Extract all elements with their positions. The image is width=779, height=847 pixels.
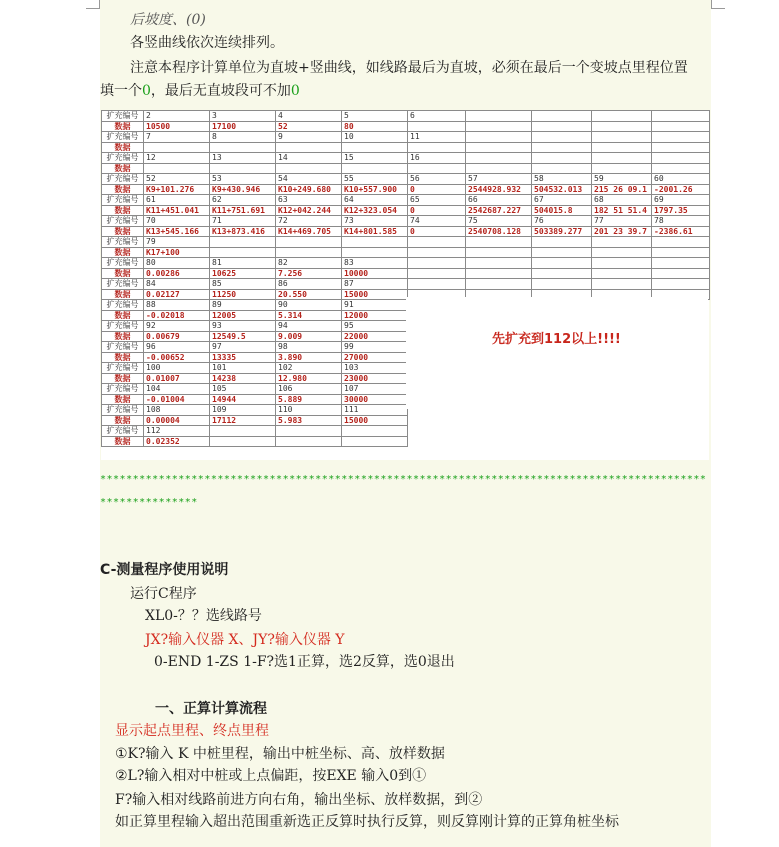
sheet-row-data bbox=[102, 415, 710, 426]
sheet-cell: 65 bbox=[408, 195, 466, 206]
spreadsheet-note: 先扩充到112以上!!!! bbox=[492, 332, 621, 347]
sheet-row-label: 数据 bbox=[102, 226, 144, 237]
sheet-row-label: 扩充编号 bbox=[102, 111, 144, 122]
sheet-cell: 106 bbox=[276, 384, 342, 395]
sheet-cell: 71 bbox=[210, 216, 276, 227]
sheet-cell: 93 bbox=[210, 321, 276, 332]
sheet-cell: 58 bbox=[532, 174, 592, 185]
sheet-cell bbox=[532, 142, 592, 153]
sheet-cell: 107 bbox=[342, 384, 408, 395]
sheet-cell: K9+430.946 bbox=[210, 184, 276, 195]
sheet-cell: 97 bbox=[210, 342, 276, 353]
sheet-cell bbox=[210, 436, 276, 447]
sheet-cell bbox=[466, 279, 532, 290]
sheet-cell: 0.02127 bbox=[144, 289, 210, 300]
sheet-cell bbox=[408, 268, 466, 279]
sheet-row-data bbox=[102, 184, 710, 195]
sheet-cell: 0.00004 bbox=[144, 415, 210, 426]
sheet-cell: 2544928.932 bbox=[466, 184, 532, 195]
sheet-cell: 11250 bbox=[210, 289, 276, 300]
sheet-row-label: 扩充编号 bbox=[102, 321, 144, 332]
sheet-cell bbox=[210, 247, 276, 258]
sheet-cell: 98 bbox=[276, 342, 342, 353]
sheet-row-label: 扩充编号 bbox=[102, 132, 144, 143]
sheet-cell: K11+751.691 bbox=[210, 205, 276, 216]
sheet-cell: 23000 bbox=[342, 373, 408, 384]
sheet-cell: 5.983 bbox=[276, 415, 342, 426]
sheet-cell: 9.009 bbox=[276, 331, 342, 342]
sheet-cell: 504532.013 bbox=[532, 184, 592, 195]
sheet-row-label: 数据 bbox=[102, 163, 144, 174]
sheet-row-index bbox=[102, 111, 710, 122]
sheet-cell bbox=[592, 247, 652, 258]
sheet-row-data bbox=[102, 121, 710, 132]
spreadsheet-image bbox=[101, 110, 709, 460]
sheet-row-label: 数据 bbox=[102, 121, 144, 132]
sheet-cell: 64 bbox=[342, 195, 408, 206]
sheet-cell: 182 51 51.4 bbox=[592, 205, 652, 216]
sheet-cell: 57 bbox=[466, 174, 532, 185]
sheet-cell bbox=[408, 237, 466, 248]
sheet-cell: 56 bbox=[408, 174, 466, 185]
sheet-cell bbox=[592, 237, 652, 248]
sheet-cell: 111 bbox=[342, 405, 408, 416]
sheet-cell: K14+469.705 bbox=[276, 226, 342, 237]
sheet-cell: 7 bbox=[144, 132, 210, 143]
sheet-cell: 13335 bbox=[210, 352, 276, 363]
sheet-row-label: 扩充编号 bbox=[102, 195, 144, 206]
sheet-cell bbox=[144, 142, 210, 153]
sheet-cell: 60 bbox=[652, 174, 710, 185]
sheet-cell: 20.550 bbox=[276, 289, 342, 300]
section-title: C-测量程序使用说明 bbox=[100, 562, 229, 578]
sheet-cell bbox=[592, 258, 652, 269]
sheet-row-index bbox=[102, 174, 710, 185]
sheet-cell: -2386.61 bbox=[652, 226, 710, 237]
sheet-cell: 52 bbox=[144, 174, 210, 185]
text-fill-c: ，最后无直坡段可不加 bbox=[150, 83, 291, 99]
sheet-cell bbox=[532, 121, 592, 132]
sheet-cell bbox=[276, 436, 342, 447]
sheet-cell: 80 bbox=[144, 258, 210, 269]
sheet-row-label: 数据 bbox=[102, 205, 144, 216]
sheet-cell: 5.314 bbox=[276, 310, 342, 321]
sheet-row-data bbox=[102, 436, 710, 447]
sheet-cell: 109 bbox=[210, 405, 276, 416]
sheet-cell bbox=[532, 268, 592, 279]
sheet-cell: 82 bbox=[276, 258, 342, 269]
sheet-cell: 3.890 bbox=[276, 352, 342, 363]
sheet-cell: 55 bbox=[342, 174, 408, 185]
sheet-row-label: 扩充编号 bbox=[102, 300, 144, 311]
sheet-cell: -0.02018 bbox=[144, 310, 210, 321]
sheet-row-label: 扩充编号 bbox=[102, 426, 144, 437]
page-corner-mark-left bbox=[86, 8, 100, 9]
sheet-cell: 15000 bbox=[342, 289, 408, 300]
sheet-cell bbox=[276, 247, 342, 258]
sheet-cell bbox=[210, 426, 276, 437]
sheet-cell: 0.00679 bbox=[144, 331, 210, 342]
sheet-cell: 2542687.227 bbox=[466, 205, 532, 216]
sheet-cell: 0 bbox=[408, 184, 466, 195]
text-step-1: ①K?输入 K 中桩里程，输出中桩坐标、高、放样数据 bbox=[115, 746, 445, 762]
sheet-cell: 52 bbox=[276, 121, 342, 132]
sheet-cell: 5 bbox=[342, 111, 408, 122]
sheet-cell: 13 bbox=[210, 153, 276, 164]
sheet-cell: 0.01007 bbox=[144, 373, 210, 384]
sheet-cell: 14 bbox=[276, 153, 342, 164]
sheet-cell: 77 bbox=[592, 216, 652, 227]
sheet-row-data bbox=[102, 226, 710, 237]
sheet-cell bbox=[408, 163, 466, 174]
sheet-cell bbox=[532, 279, 592, 290]
sheet-cell: 0 bbox=[408, 205, 466, 216]
sheet-cell: 59 bbox=[592, 174, 652, 185]
sheet-cell: 99 bbox=[342, 342, 408, 353]
sheet-cell bbox=[652, 111, 710, 122]
sheet-cell: 12.980 bbox=[276, 373, 342, 384]
sheet-cell bbox=[342, 436, 408, 447]
text-line-slope: 后坡度、(0) bbox=[130, 12, 206, 28]
sheet-row-label: 扩充编号 bbox=[102, 405, 144, 416]
sheet-cell: 81 bbox=[210, 258, 276, 269]
sheet-row-label: 扩充编号 bbox=[102, 258, 144, 269]
text-step-2: ②L?输入相对中桩或上点偏距，按EXE 输入0到① bbox=[115, 768, 427, 784]
sheet-cell bbox=[342, 237, 408, 248]
sheet-cell: 10500 bbox=[144, 121, 210, 132]
sheet-cell: 80 bbox=[342, 121, 408, 132]
sheet-cell bbox=[276, 163, 342, 174]
sheet-cell: -0.01004 bbox=[144, 394, 210, 405]
sheet-row-label: 扩充编号 bbox=[102, 279, 144, 290]
sheet-cell: K13+873.416 bbox=[210, 226, 276, 237]
sheet-cell bbox=[592, 163, 652, 174]
sheet-row-data bbox=[102, 163, 710, 174]
sheet-row-label: 扩充编号 bbox=[102, 237, 144, 248]
sheet-row-index bbox=[102, 237, 710, 248]
text-step-f: F?输入相对线路前进方向右角，输出坐标、放样数据，到② bbox=[115, 792, 483, 808]
sheet-cell: 10000 bbox=[342, 268, 408, 279]
text-line-fill bbox=[100, 81, 300, 101]
sheet-cell bbox=[592, 121, 652, 132]
sheet-row-index bbox=[102, 153, 710, 164]
sheet-cell: 68 bbox=[592, 195, 652, 206]
sheet-cell bbox=[652, 279, 710, 290]
sheet-row-label: 数据 bbox=[102, 436, 144, 447]
sheet-row-index bbox=[102, 258, 710, 269]
sheet-cell: 72 bbox=[276, 216, 342, 227]
sheet-cell bbox=[592, 153, 652, 164]
sheet-cell: 504015.8 bbox=[532, 205, 592, 216]
sheet-cell: 79 bbox=[144, 237, 210, 248]
sheet-cell bbox=[144, 163, 210, 174]
sheet-cell bbox=[592, 268, 652, 279]
sheet-cell: 12000 bbox=[342, 310, 408, 321]
sheet-cell: 5.889 bbox=[276, 394, 342, 405]
separator-stars: ********************************************************************************************* bbox=[100, 474, 707, 485]
sheet-cell: 2540708.128 bbox=[466, 226, 532, 237]
sheet-cell bbox=[532, 153, 592, 164]
sheet-row-label: 扩充编号 bbox=[102, 363, 144, 374]
sheet-cell: 73 bbox=[342, 216, 408, 227]
sheet-cell bbox=[652, 258, 710, 269]
sheet-cell: 11 bbox=[408, 132, 466, 143]
sheet-cell: 70 bbox=[144, 216, 210, 227]
sheet-cell: 12549.5 bbox=[210, 331, 276, 342]
sheet-cell bbox=[276, 237, 342, 248]
sheet-cell bbox=[652, 268, 710, 279]
sheet-cell bbox=[466, 237, 532, 248]
sheet-cell: 503389.277 bbox=[532, 226, 592, 237]
sheet-cell: 27000 bbox=[342, 352, 408, 363]
sheet-cell bbox=[532, 132, 592, 143]
sheet-cell: 17112 bbox=[210, 415, 276, 426]
sheet-row-data bbox=[102, 205, 710, 216]
sheet-cell bbox=[532, 247, 592, 258]
sheet-cell bbox=[210, 142, 276, 153]
sheet-row-index bbox=[102, 195, 710, 206]
sheet-row-label: 数据 bbox=[102, 142, 144, 153]
sheet-cell: 14238 bbox=[210, 373, 276, 384]
sheet-cell: 7.256 bbox=[276, 268, 342, 279]
sheet-cell: 30000 bbox=[342, 394, 408, 405]
sheet-cell: 102 bbox=[276, 363, 342, 374]
sheet-cell bbox=[276, 426, 342, 437]
sheet-cell: 61 bbox=[144, 195, 210, 206]
sheet-cell: 88 bbox=[144, 300, 210, 311]
sheet-cell: 4 bbox=[276, 111, 342, 122]
sheet-cell: K10+249.680 bbox=[276, 184, 342, 195]
sheet-cell: 14944 bbox=[210, 394, 276, 405]
sheet-cell: 63 bbox=[276, 195, 342, 206]
sheet-cell bbox=[466, 153, 532, 164]
sheet-cell bbox=[408, 258, 466, 269]
sheet-cell: 0.02352 bbox=[144, 436, 210, 447]
sheet-cell: 94 bbox=[276, 321, 342, 332]
sheet-cell bbox=[466, 111, 532, 122]
subsection-title: 一、正算计算流程 bbox=[155, 701, 267, 717]
sheet-cell: 92 bbox=[144, 321, 210, 332]
sheet-cell bbox=[466, 132, 532, 143]
sheet-cell: K12+323.054 bbox=[342, 205, 408, 216]
sheet-cell: K17+100 bbox=[144, 247, 210, 258]
separator-stars-2: *************** bbox=[100, 497, 198, 508]
sheet-cell bbox=[652, 132, 710, 143]
sheet-cell: 100 bbox=[144, 363, 210, 374]
sheet-cell: 83 bbox=[342, 258, 408, 269]
sheet-cell: 103 bbox=[342, 363, 408, 374]
text-line-curves: 各竖曲线依次连续排列。 bbox=[130, 35, 284, 51]
sheet-cell bbox=[592, 111, 652, 122]
sheet-cell bbox=[466, 163, 532, 174]
sheet-cell bbox=[276, 142, 342, 153]
text-instrument-input: JX?输入仪器 X、JY?输入仪器 Y bbox=[145, 632, 345, 648]
sheet-cell: 0 bbox=[408, 226, 466, 237]
sheet-cell: 91 bbox=[342, 300, 408, 311]
sheet-cell: K9+101.276 bbox=[144, 184, 210, 195]
sheet-cell: 67 bbox=[532, 195, 592, 206]
sheet-cell: 76 bbox=[532, 216, 592, 227]
sheet-cell bbox=[532, 163, 592, 174]
sheet-cell bbox=[592, 279, 652, 290]
text-fill-a: 填一个 bbox=[100, 83, 142, 99]
sheet-cell bbox=[652, 142, 710, 153]
sheet-cell: 105 bbox=[210, 384, 276, 395]
sheet-row-label: 数据 bbox=[102, 247, 144, 258]
sheet-row-label: 数据 bbox=[102, 415, 144, 426]
sheet-cell bbox=[592, 132, 652, 143]
sheet-cell bbox=[532, 237, 592, 248]
sheet-cell: 84 bbox=[144, 279, 210, 290]
sheet-cell: 15 bbox=[342, 153, 408, 164]
sheet-cell: 3 bbox=[210, 111, 276, 122]
sheet-cell: 104 bbox=[144, 384, 210, 395]
sheet-cell: 17100 bbox=[210, 121, 276, 132]
sheet-row-label: 数据 bbox=[102, 289, 144, 300]
sheet-row-data bbox=[102, 268, 710, 279]
sheet-cell bbox=[408, 142, 466, 153]
sheet-cell: 108 bbox=[144, 405, 210, 416]
sheet-cell: 62 bbox=[210, 195, 276, 206]
sheet-cell bbox=[408, 121, 466, 132]
text-step-last: 如正算里程输入超出范围重新选正反算时执行反算，则反算刚计算的正算角桩坐标 bbox=[115, 814, 619, 830]
sheet-cell bbox=[210, 163, 276, 174]
sheet-cell: -0.00652 bbox=[144, 352, 210, 363]
sheet-cell: 12005 bbox=[210, 310, 276, 321]
sheet-cell bbox=[408, 247, 466, 258]
sheet-cell bbox=[466, 121, 532, 132]
sheet-cell bbox=[652, 163, 710, 174]
sheet-cell: K10+557.900 bbox=[342, 184, 408, 195]
sheet-cell: 201 23 39.7 bbox=[592, 226, 652, 237]
sheet-cell bbox=[408, 279, 466, 290]
sheet-row-label: 数据 bbox=[102, 352, 144, 363]
sheet-cell: 87 bbox=[342, 279, 408, 290]
sheet-row-label: 扩充编号 bbox=[102, 216, 144, 227]
sheet-cell bbox=[652, 153, 710, 164]
sheet-cell: 112 bbox=[144, 426, 210, 437]
sheet-row-label: 扩充编号 bbox=[102, 153, 144, 164]
sheet-cell bbox=[466, 258, 532, 269]
sheet-cell bbox=[466, 142, 532, 153]
sheet-row-label: 数据 bbox=[102, 310, 144, 321]
sheet-cell: 22000 bbox=[342, 331, 408, 342]
text-line-note: 注意本程序计算单位为直坡+竖曲线，如线路最后为直坡，必须在最后一个变坡点里程位置 bbox=[130, 60, 688, 76]
sheet-cell: 66 bbox=[466, 195, 532, 206]
sheet-cell bbox=[210, 237, 276, 248]
page-corner-mark-right bbox=[711, 8, 725, 9]
sheet-cell: 54 bbox=[276, 174, 342, 185]
sheet-cell bbox=[342, 426, 408, 437]
sheet-cell: K13+545.166 bbox=[144, 226, 210, 237]
sheet-cell: 110 bbox=[276, 405, 342, 416]
sheet-cell: 12 bbox=[144, 153, 210, 164]
sheet-cell bbox=[342, 142, 408, 153]
sheet-row-label: 扩充编号 bbox=[102, 174, 144, 185]
sheet-row-index bbox=[102, 279, 710, 290]
sheet-cell: 1797.35 bbox=[652, 205, 710, 216]
sheet-cell bbox=[466, 247, 532, 258]
text-run-program: 运行C程序 bbox=[130, 586, 197, 602]
merged-note-cell bbox=[406, 297, 708, 409]
sheet-cell: 0.00286 bbox=[144, 268, 210, 279]
sheet-row-label: 扩充编号 bbox=[102, 384, 144, 395]
sheet-row-index bbox=[102, 216, 710, 227]
sheet-cell bbox=[652, 237, 710, 248]
sheet-row-label: 数据 bbox=[102, 394, 144, 405]
sheet-cell: 96 bbox=[144, 342, 210, 353]
sheet-cell: 215 26 09.1 bbox=[592, 184, 652, 195]
sheet-cell: K14+801.585 bbox=[342, 226, 408, 237]
page-corner-mark-right-v bbox=[711, 0, 712, 9]
sheet-cell: K12+042.244 bbox=[276, 205, 342, 216]
sheet-row-data bbox=[102, 247, 710, 258]
sheet-row-data bbox=[102, 142, 710, 153]
sheet-row-label: 数据 bbox=[102, 184, 144, 195]
sheet-cell bbox=[592, 142, 652, 153]
sheet-cell: K11+451.041 bbox=[144, 205, 210, 216]
sheet-cell: 8 bbox=[210, 132, 276, 143]
text-fill-zero-2: 0 bbox=[290, 83, 300, 99]
sheet-row-label: 数据 bbox=[102, 373, 144, 384]
sheet-cell bbox=[532, 258, 592, 269]
text-select-route: XL0-？？选线路号 bbox=[145, 608, 262, 624]
sheet-cell bbox=[466, 268, 532, 279]
sheet-cell bbox=[652, 247, 710, 258]
text-show-range: 显示起点里程、终点里程 bbox=[115, 723, 269, 739]
sheet-cell: 10 bbox=[342, 132, 408, 143]
sheet-cell: 16 bbox=[408, 153, 466, 164]
sheet-cell bbox=[652, 121, 710, 132]
sheet-cell: 6 bbox=[408, 111, 466, 122]
sheet-row-index bbox=[102, 132, 710, 143]
sheet-cell bbox=[342, 163, 408, 174]
sheet-cell: -2001.26 bbox=[652, 184, 710, 195]
sheet-cell: 75 bbox=[466, 216, 532, 227]
sheet-cell: 90 bbox=[276, 300, 342, 311]
sheet-cell: 69 bbox=[652, 195, 710, 206]
sheet-cell: 95 bbox=[342, 321, 408, 332]
sheet-cell bbox=[342, 247, 408, 258]
sheet-cell: 89 bbox=[210, 300, 276, 311]
sheet-cell: 74 bbox=[408, 216, 466, 227]
sheet-cell: 101 bbox=[210, 363, 276, 374]
text-fill-zero: 0 bbox=[142, 83, 151, 99]
sheet-cell: 9 bbox=[276, 132, 342, 143]
sheet-row-label: 数据 bbox=[102, 331, 144, 342]
sheet-cell bbox=[532, 111, 592, 122]
text-mode-select: 0-END 1-ZS 1-F?选1正算，选2反算，选0退出 bbox=[154, 654, 455, 670]
sheet-cell: 10625 bbox=[210, 268, 276, 279]
sheet-cell: 53 bbox=[210, 174, 276, 185]
sheet-row-label: 数据 bbox=[102, 268, 144, 279]
sheet-cell: 78 bbox=[652, 216, 710, 227]
sheet-cell: 86 bbox=[276, 279, 342, 290]
sheet-cell: 15000 bbox=[342, 415, 408, 426]
sheet-row-label: 扩充编号 bbox=[102, 342, 144, 353]
sheet-row-index bbox=[102, 426, 710, 437]
sheet-cell: 2 bbox=[144, 111, 210, 122]
sheet-cell: 85 bbox=[210, 279, 276, 290]
